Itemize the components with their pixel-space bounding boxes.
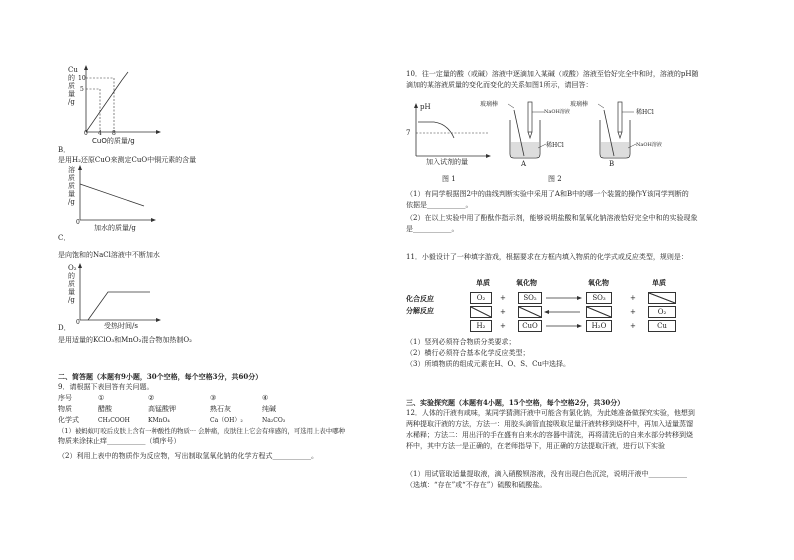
graph-d-ylabel: O₂ 的 质 量 /g bbox=[68, 264, 77, 304]
option-c: C． bbox=[58, 234, 71, 242]
option-d: D． bbox=[58, 324, 71, 332]
graph-c-ylabel: 溶 质 质 量 /g bbox=[68, 166, 75, 206]
beaker-b-letter: B bbox=[609, 160, 615, 168]
q10-part1-line1: （1）有同学根据图2中的曲线判断实验中采用了A和B中的哪一个装置的操作Y该同学判断的 bbox=[406, 190, 689, 198]
figure-1-curve bbox=[418, 122, 454, 138]
game-header: 氧化物 bbox=[516, 278, 537, 287]
graph-d-xlabel: 受热时间/s bbox=[104, 322, 138, 330]
graph-b-axes bbox=[84, 65, 161, 134]
rule-3: （3）所填物质的组成元素在H、O、S、Cu中选择。 bbox=[406, 360, 570, 368]
graph-b-xtick-0: 0 bbox=[84, 130, 88, 137]
row-label-combination: 化合反应 bbox=[406, 294, 434, 303]
table-row-label: 序号 bbox=[58, 394, 72, 402]
q12-line1: 12．人体的汗液有咸味，某同学猜测汗液中可能含有氯化钠，为此她准备做探究实验，他想到 bbox=[406, 409, 695, 417]
figure-1-ylabel: pH bbox=[420, 103, 431, 111]
game-box[interactable]: O₂ bbox=[648, 306, 676, 318]
q9-part2: （2）利用上表中的物质作为反应物，写出制取氢氧化钠的化学方程式___________。 bbox=[58, 452, 318, 460]
plus-sign: + bbox=[500, 308, 506, 316]
section3-title: 三、实验探究题（本题有4小题，15个空格，每个空格2分，共30分） bbox=[406, 398, 625, 407]
graph-c-xlabel: 加水的质量/g bbox=[94, 224, 136, 232]
table-cell: Ca（OH）₂ bbox=[210, 417, 243, 424]
game-header: 单质 bbox=[476, 278, 490, 287]
plus-sign: + bbox=[630, 322, 636, 330]
table-cell: KMnO₄ bbox=[148, 417, 170, 424]
reaction-arrows bbox=[544, 290, 584, 334]
graph-c-origin: 0 bbox=[76, 219, 80, 226]
game-header: 氧化物 bbox=[588, 278, 609, 287]
q12-part1-line1: （1）用试管取适量提取液，滴入硝酸钡溶液，没有出现白色沉淀，说明汗液中___________ bbox=[406, 470, 687, 478]
table-cell: 高锰酸钾 bbox=[148, 405, 176, 413]
table-cell: ① bbox=[98, 394, 105, 402]
plus-sign: + bbox=[630, 294, 636, 302]
table-cell: CH₃COOH bbox=[98, 417, 130, 424]
table-cell: 熟石灰 bbox=[210, 405, 231, 413]
graph-b-line bbox=[86, 80, 122, 132]
q10-part1-line2: 依据是___________。 bbox=[406, 201, 473, 209]
row-label-decomposition: 分解反应 bbox=[406, 306, 434, 315]
caption-b: 是用H₂还原CuO来测定CuO中铜元素的含量 bbox=[58, 156, 197, 164]
q10-part2-line2: 是___________。 bbox=[406, 225, 459, 233]
graph-b-ylabel: Cu 的 质 量 /g bbox=[68, 66, 78, 106]
table-cell: ② bbox=[148, 394, 155, 402]
plus-sign: + bbox=[500, 322, 506, 330]
game-box[interactable]: Cu bbox=[648, 320, 676, 332]
q10-line2: 滴加的某溶液质量的变化而变化的关系如图1所示，请回答： bbox=[406, 81, 593, 89]
game-box[interactable]: SO₂ bbox=[518, 292, 542, 304]
game-box-blank[interactable] bbox=[586, 306, 612, 318]
game-box[interactable]: SO₃ bbox=[586, 292, 612, 304]
beaker-b-solution-label: NaOH溶液 bbox=[636, 142, 662, 148]
table-cell: 纯碱 bbox=[262, 405, 276, 413]
graph-b-xtick-4: 4 bbox=[98, 130, 102, 137]
rule-1: （1）竖列必须符合物质分类要求； bbox=[406, 338, 516, 346]
q12-line3: 水稀释；方法二：用出汗的手在盛有自来水的容器中清洗，再将清洗后的自来水部分转移到烧 bbox=[406, 431, 693, 439]
table-cell: 醋酸 bbox=[98, 405, 112, 413]
game-box[interactable]: H₂O bbox=[586, 320, 612, 332]
figure-1-tick-7: 7 bbox=[406, 129, 411, 137]
game-box-blank[interactable] bbox=[648, 292, 676, 304]
q9-intro: 9．请根据下表回答有关问题。 bbox=[58, 383, 154, 391]
table-cell: ④ bbox=[262, 394, 269, 402]
game-box-blank[interactable] bbox=[518, 306, 542, 318]
q10-part2-line1: （2）在以上实验中用了酚酞作指示剂，能够说明盐酸和氢氧化钠溶液恰好完全中和的实验现象 bbox=[406, 214, 698, 222]
q9-part1-line2: 物质来涂抹止痒___________（填序号） bbox=[58, 437, 181, 445]
graph-b-xlabel: CuO的质量/g bbox=[92, 137, 135, 145]
table-cell: ③ bbox=[210, 394, 217, 402]
graph-b-ytick-5: 5 bbox=[80, 86, 84, 93]
figure-1-xlabel: 加入试剂的量 bbox=[426, 158, 468, 166]
beaker-a-rod-label: 玻璃棒 bbox=[480, 101, 499, 108]
plus-sign: + bbox=[500, 294, 506, 302]
beaker-a-solution-label: 稀HCl bbox=[546, 142, 564, 149]
game-box-blank[interactable] bbox=[470, 306, 492, 318]
table-cell: Na₂CO₃ bbox=[262, 417, 286, 424]
caption-d: 是用适量的KClO₃和MnO₂混合物加热制O₂ bbox=[58, 336, 192, 344]
beaker-b-rod-label: 玻璃棒 bbox=[570, 101, 589, 108]
q9-part1-line1: （1）被蚂蚁叮咬后皮肤上含有一种酸性的物质··· 会肿痛，皮肤往上它会有痒感的，可选用上表中哪种 bbox=[58, 427, 345, 435]
q11-text: 11．小毅设计了一种填字游戏，根据要求在方框内填入物质的化学式或反应类型，规则是： bbox=[406, 253, 688, 261]
rule-2: （2）横行必须符合基本化学反应类型； bbox=[406, 349, 530, 357]
graph-c-line bbox=[80, 184, 144, 206]
graph-b-xtick-8: 8 bbox=[112, 130, 116, 137]
q10-line1: 10．往一定量的酸（或碱）溶液中逐滴加入某碱（或酸）溶液至恰好完全中和时，溶液的pH随 bbox=[406, 70, 699, 78]
figure-2-caption: 图 2 bbox=[548, 175, 562, 183]
graph-d-origin: 0 bbox=[76, 319, 80, 326]
graph-b-ytick-10: 10 bbox=[78, 75, 86, 82]
figure-1-caption: 图 1 bbox=[442, 175, 456, 183]
option-b: B． bbox=[58, 146, 71, 154]
game-box[interactable]: CuO bbox=[518, 320, 542, 332]
beaker-a-reagent-label: NaOH溶液 bbox=[544, 109, 570, 115]
q12-line4: 杯中，其中方法一是正确的，在老师指导下，用正确的方法提取汗液，进行以下实验 bbox=[406, 442, 665, 450]
table-row-label: 物质 bbox=[58, 405, 72, 413]
table-row-label: 化学式 bbox=[58, 416, 79, 424]
caption-c: 是向饱和的NaCl溶液中不断加水 bbox=[58, 251, 160, 259]
plus-sign: + bbox=[630, 308, 636, 316]
beaker-b-reagent-label: 稀HCl bbox=[636, 109, 654, 116]
beaker-a-letter: A bbox=[521, 160, 527, 168]
game-header: 单质 bbox=[652, 278, 666, 287]
section2-title: 二、简答题（本题有9小题，30个空格，每个空格3分，共60分） bbox=[58, 372, 263, 381]
game-box[interactable]: O₂ bbox=[470, 292, 492, 304]
q12-line2: 两种提取汗液的方法，方法一：用胶头滴管直接吸取足量汗液转移到烧杯中，再加入适量蒸馏 bbox=[406, 420, 693, 428]
graph-b-data bbox=[122, 72, 128, 80]
game-box[interactable]: H₂ bbox=[470, 320, 492, 332]
graph-d-line bbox=[88, 292, 150, 320]
q12-part1-line2: （选填：“存在”或“不存在”）硫酸和硫酸盐。 bbox=[406, 481, 547, 489]
